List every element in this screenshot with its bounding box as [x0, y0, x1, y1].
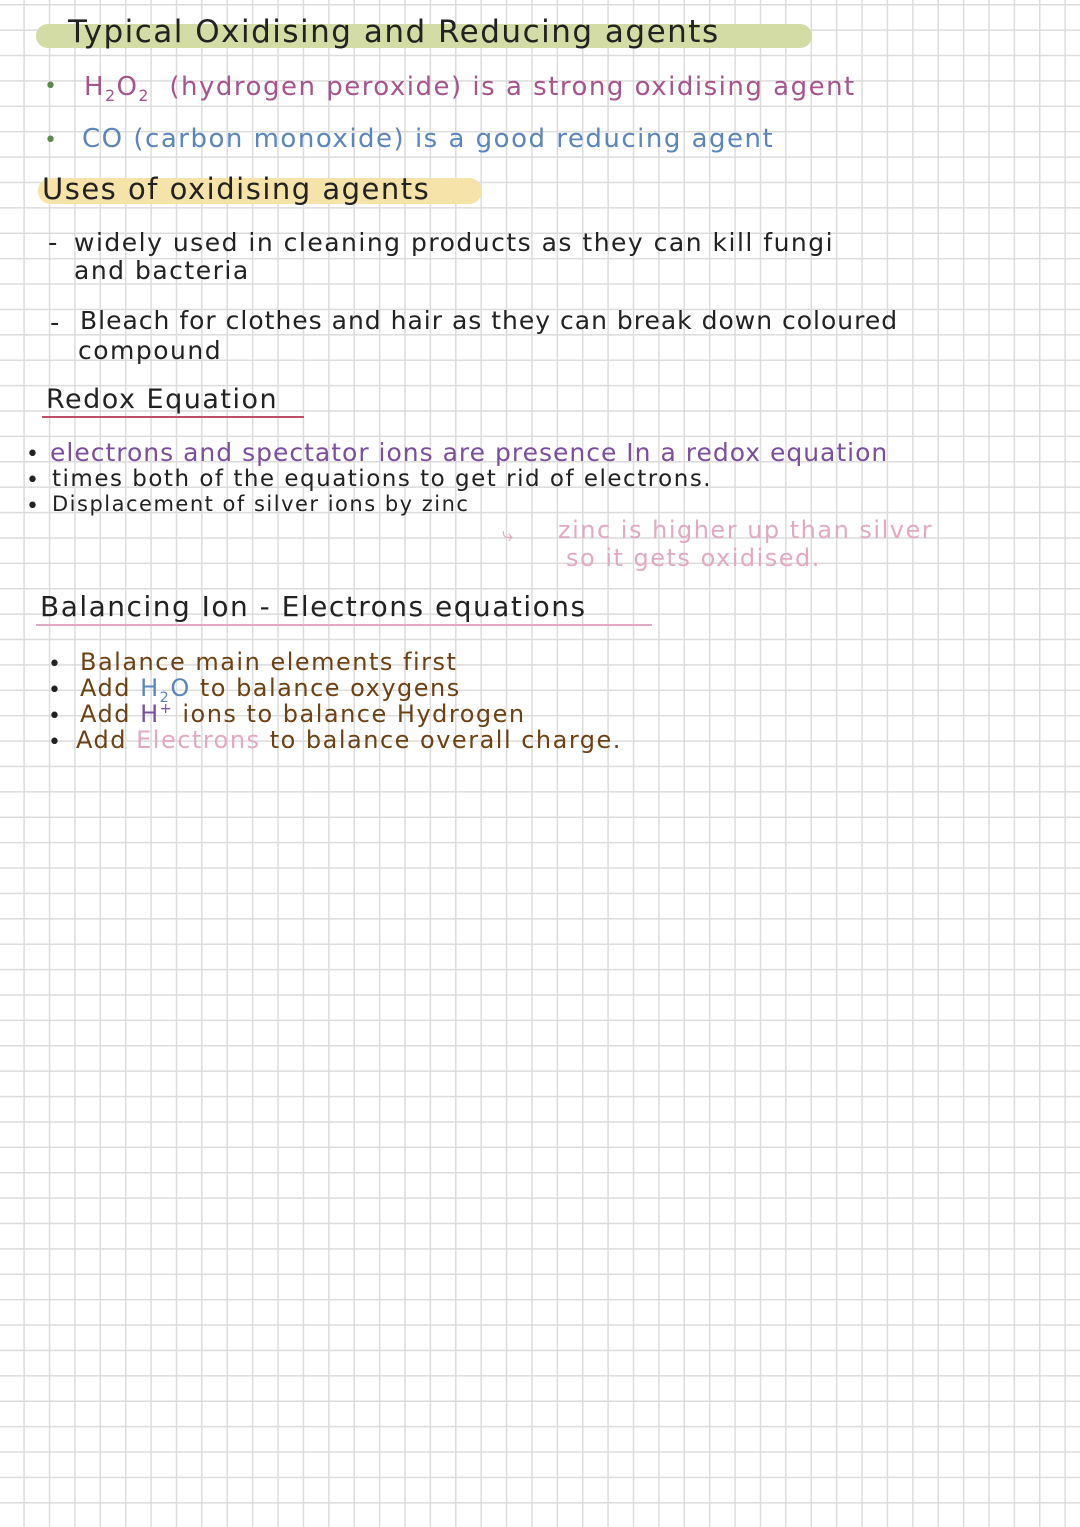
formula: O [116, 72, 139, 102]
bullet: • [26, 494, 39, 519]
uses-heading: Uses of oxidising agents [42, 172, 431, 206]
subscript: 2 [105, 87, 117, 106]
bullet: • [48, 678, 61, 703]
balancing-item [80, 700, 526, 728]
bullet: • [44, 74, 57, 99]
highlighted-word: Electrons [136, 726, 261, 754]
redox-note-line2: so it gets oxidised. [566, 544, 821, 572]
formula [140, 674, 191, 706]
balancing-underline [36, 624, 652, 626]
text: H [140, 700, 160, 728]
agent-h2o2 [84, 72, 856, 105]
text: H [140, 674, 160, 702]
text: Add [80, 674, 131, 702]
bullet: • [48, 730, 61, 755]
arrow-icon: ⤷ [502, 522, 515, 546]
dash: - [48, 228, 59, 258]
formula: H [84, 72, 106, 102]
use-item-line2: and bacteria [74, 256, 250, 285]
dash: - [50, 308, 61, 338]
bullet: • [44, 128, 57, 153]
page-title: Typical Oxidising and Reducing agents [68, 14, 720, 50]
use-item-line2: compound [78, 336, 223, 365]
redox-item: times both of the equations to get rid of electrons. [52, 466, 713, 492]
balancing-item [76, 726, 622, 754]
formula: CO [82, 124, 124, 154]
balancing-item: Balance main elements first [80, 648, 458, 676]
use-item-line1: Bleach for clothes and hair as they can break down coloured [80, 306, 899, 335]
redox-item: electrons and spectator ions are presence In a redox equation [50, 438, 889, 467]
agent-description: (hydrogen peroxide) is a strong oxidising agent [169, 72, 856, 102]
subscript: 2 [138, 87, 150, 106]
formula [140, 700, 173, 728]
balancing-heading: Balancing Ion - Electrons equations [40, 590, 587, 623]
bullet: • [26, 468, 39, 493]
agent-description: (carbon monoxide) is a good reducing agent [133, 124, 775, 154]
text: O [170, 674, 191, 702]
text: to balance overall charge. [269, 726, 622, 754]
bullet: • [48, 704, 61, 729]
text: ions to balance Hydrogen [182, 700, 526, 728]
bullet: • [48, 652, 61, 677]
redox-underline [42, 416, 304, 418]
subscript: 2 [159, 689, 171, 706]
agent-co [82, 124, 774, 154]
text: Add [80, 700, 131, 728]
redox-note-line1: zinc is higher up than silver [558, 516, 934, 544]
superscript: + [159, 701, 174, 717]
text: Add [76, 726, 127, 754]
use-item-line1: widely used in cleaning products as they can kill fungi [74, 228, 835, 257]
bullet: • [26, 442, 39, 467]
redox-item: Displacement of silver ions by zinc [52, 492, 470, 516]
text: to balance oxygens [199, 674, 461, 702]
redox-heading: Redox Equation [46, 384, 279, 415]
